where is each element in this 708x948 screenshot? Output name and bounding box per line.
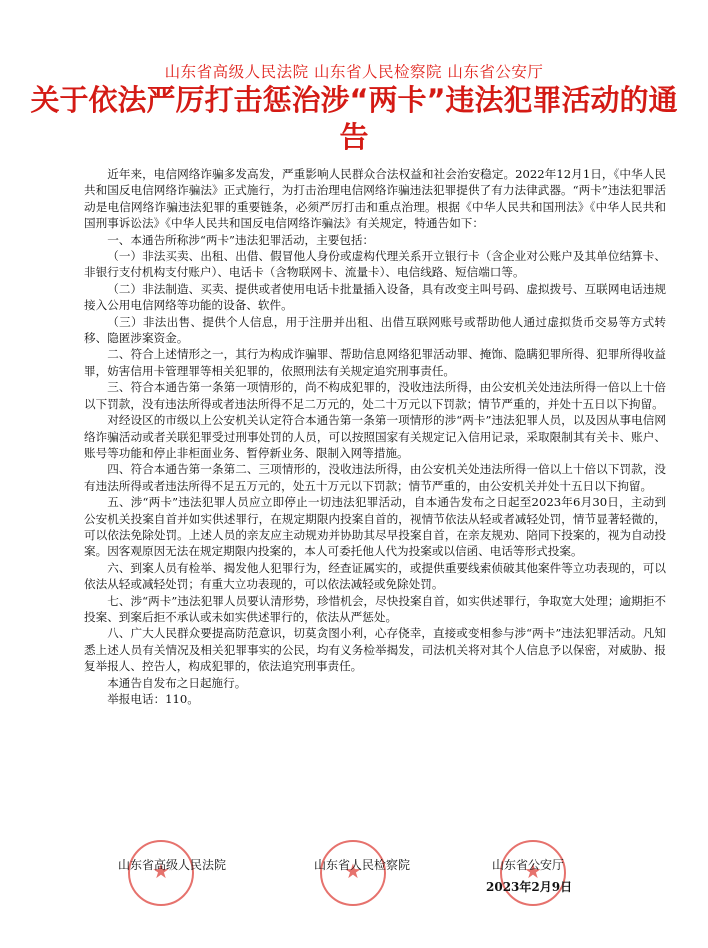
procuratorate-seal-icon bbox=[320, 840, 386, 906]
police-seal-icon bbox=[500, 840, 566, 906]
paragraph: （二）非法制造、买卖、提供或者使用电话卡批量插入设备，具有改变主叫号码、虚拟拨号、互联网电话违规接入公用电信网络等功能的设备、软件。 bbox=[84, 281, 666, 313]
paragraph: 七、涉“两卡”违法犯罪人员要认清形势，珍惜机会，尽快投案自首，如实供述罪行，争取宽大处理；逾期拒不投案、到案后拒不承认或未如实供述罪行的，依法从严惩处。 bbox=[84, 593, 666, 624]
paragraph: 举报电话：110。 bbox=[107, 692, 199, 706]
signature-police: 山东省公安厅 bbox=[492, 858, 565, 872]
signature-block bbox=[0, 848, 708, 908]
paragraph: 六、到案人员有检举、揭发他人犯罪行为，经查证属实的，或提供重要线索侦破其他案件等立功表现的，可以依法从轻或减轻处罚；有重大立功表现的，可以依法减轻或免除处罚。 bbox=[84, 560, 666, 592]
signature-procuratorate: 山东省人民检察院 bbox=[314, 858, 411, 872]
signature-court: 山东省高级人民法院 bbox=[118, 858, 227, 872]
paragraph: 对经设区的市级以上公安机关认定符合本通告第一条第一项情形的涉“两卡”违法犯罪人员，以及因从事电信网络诈骗活动或者关联犯罪受过刑事处罚的人员，可以按照国家有关规定记入信用记录，采取限制其有关卡、账户、账号等功能和停止非柜面业务、暂停新业务、限制入网等措施。 bbox=[84, 413, 666, 460]
paragraph: 五、涉“两卡”违法犯罪人员应立即停止一切违法犯罪活动，自本通告发布之日起至2023年6月30日，主动到公安机关投案自首并如实供述罪行，在规定期限内投案自首的，视情节依法从轻或者减轻处罚，情节显著轻微的，可以依法免除处罚。上述人员的亲友应主动规劝并协助其尽早投案自首，在亲友规劝、陪同下投案的，视为自动投案。因客观原因无法在规定期限内投案的，本人可委托他人代为投案或以信函、电话等形式投案。 bbox=[84, 495, 666, 559]
paragraph: 近年来，电信网络诈骗多发高发，严重影响人民群众合法权益和社会治安稳定。2022年12月1日，《中华人民共和国反电信网络诈骗法》正式施行，为打击治理电信网络诈骗违法犯罪提供了有力法律武器。“两卡”违法犯罪活动是电信网络诈骗违法犯罪的重要链条，必须严厉打击和重点治理。根据《中华人民共和国刑法》《中华人民共和国刑事诉讼法》《中华人民共和国反电信网络诈骗法》有关规定，特通告如下： bbox=[84, 167, 666, 231]
paragraph: 本通告自发布之日起施行。 bbox=[107, 675, 247, 690]
paragraph: （一）非法买卖、出租、出借、假冒他人身份或虚构代理关系开立银行卡（含企业对公账户及其单位结算卡、非银行支付机构支付账户）、电话卡（含物联网卡、流量卡）、电信线路、短信端口等。 bbox=[84, 249, 666, 280]
court-seal-icon bbox=[128, 840, 194, 906]
paragraph: 三、符合本通告第一条第一项情形的，尚不构成犯罪的，没收违法所得，由公安机关处违法所得一倍以上十倍以下罚款，没有违法所得或者违法所得不足二万元的，处二十万元以下罚款；情节严重的，并处十五日以下拘留。 bbox=[84, 380, 666, 411]
issuing-authorities: 山东省高级人民法院 山东省人民检察院 山东省公安厅 bbox=[164, 63, 544, 81]
notice-title: 关于依法严厉打击惩治涉“两卡”违法犯罪活动的通告 bbox=[30, 83, 678, 154]
paragraph: （三）非法出售、提供个人信息，用于注册并出租、出借互联网账号或帮助他人通过虚拟货币交易等方式转移、隐匿涉案资金。 bbox=[84, 314, 666, 346]
paragraph: 二、符合上述情形之一，其行为构成诈骗罪、帮助信息网络犯罪活动罪、掩饰、隐瞒犯罪所得、犯罪所得收益罪，妨害信用卡管理罪等相关犯罪的，依照刑法有关规定追究刑事责任。 bbox=[84, 347, 666, 378]
paragraph: 八、广大人民群众要提高防范意识，切莫贪图小利，心存侥幸，直接或变相参与涉“两卡”违法犯罪活动。凡知悉上述人员有关情况及相关犯罪事实的公民，均有义务检举揭发，司法机关将对其个人信息予以保密，对威胁、报复举报人、控告人，构成犯罪的，依法追究刑事责任。 bbox=[84, 626, 666, 674]
paragraph: 四、符合本通告第一条第二、三项情形的，没收违法所得，由公安机关处违法所得一倍以上十倍以下罚款，没有违法所得或者违法所得不足五万元的，处五十万元以下罚款；情节严重的，由公安机关并处十五日以下拘留。 bbox=[84, 462, 666, 493]
notice-date: 2023年2月9日 bbox=[486, 880, 573, 894]
paragraph: 一、本通告所称涉“两卡”违法犯罪活动，主要包括： bbox=[107, 232, 375, 247]
notice-body bbox=[84, 166, 666, 707]
